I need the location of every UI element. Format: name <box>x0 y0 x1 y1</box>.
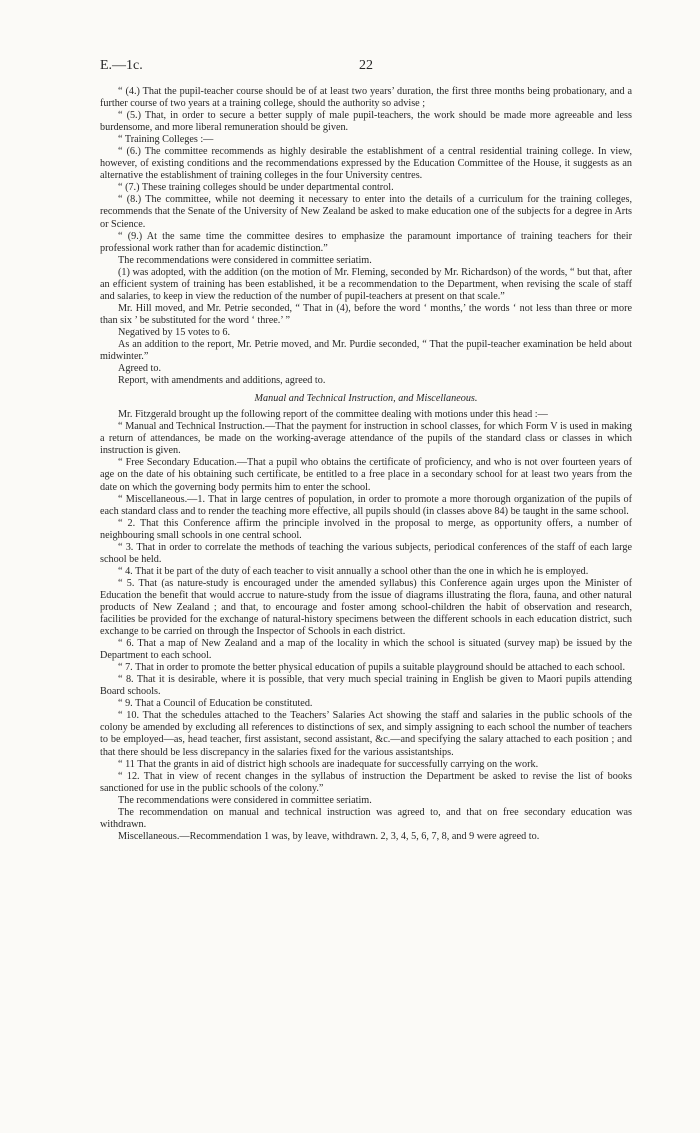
page-number: 22 <box>359 58 373 73</box>
paragraph-hill-motion: Mr. Hill moved, and Mr. Petrie seconded, “ That in (4), before the word ‘ months,’ the words ‘ not less than three or more than six ’ be substituted for the word ‘ three.’ ” <box>100 302 632 326</box>
paragraph-misc-12: “ 12. That in view of recent changes in the syllabus of instruction the Department be asked to revise the list of books sanctioned for use in the public schools of the colony.” <box>100 770 632 794</box>
paragraph-misc-8: “ 8. That it is desirable, where it is possible, that very much special training in English be given to Maori pupils attending Board schools. <box>100 674 632 698</box>
paragraph-recommendation-6: “ (6.) The committee recommends as highly desirable the establishment of a central residential training college. In view, however, of existing conditions and the recommendations expressed by the Education Committee of the House, it suggests as an alternative the establishment of training colleges in the four University centres. <box>100 146 632 182</box>
paragraph-misc-2: “ 2. That this Conference affirm the principle involved in the proposal to merge, as opportunity offers, a number of neighbouring small schools in one central school. <box>100 517 632 541</box>
paragraph-fitzgerald-report: Mr. Fitzgerald brought up the following report of the committee dealing with motions under this head :— <box>118 409 548 421</box>
paragraph-negatived: Negatived by 15 votes to 6. <box>118 326 231 338</box>
paragraph-manual-technical: “ Manual and Technical Instruction.—That the payment for instruction in school classes, for which Form V is used in making a return of attendances, be made on the working-average attendance of the pupils of the standard class or classes in which instruction is given. <box>100 421 632 457</box>
paragraph-misc-7: “ 7. That in order to promote the better physical education of pupils a suitable playground should be attached to each school. <box>118 662 626 674</box>
document-body <box>100 86 632 843</box>
paragraph-agreed: Agreed to. <box>118 363 161 375</box>
section-heading-manual-technical: Manual and Technical Instruction, and Miscellaneous. <box>254 393 478 405</box>
paragraph-considered-seriatim-2: The recommendations were considered in committee seriatim. <box>118 794 372 806</box>
document-reference: E.—1c. <box>100 58 143 73</box>
paragraph-adopted-fleming: (1) was adopted, with the addition (on the motion of Mr. Fleming, seconded by Mr. Richardson) of the words, “ but that, after an efficient system of training has been established, it be a recommendation to the Department, when revising the scale of staff and salaries, to keep in view the reduction of the number of pupil-teachers at present on that scale.” <box>100 266 632 302</box>
paragraph-recommendation-5: “ (5.) That, in order to secure a better supply of male pupil-teachers, the work should be made more agreeable and less burdensome, and more liberal remuneration should be given. <box>100 110 632 134</box>
paragraph-manual-agreed: The recommendation on manual and technical instruction was agreed to, and that on free secondary education was withdrawn. <box>100 806 632 830</box>
paragraph-misc-4: “ 4. That it be part of the duty of each teacher to visit annually a school other than the one in which he is employed. <box>118 565 589 577</box>
paragraph-petrie-motion: As an addition to the report, Mr. Petrie moved, and Mr. Purdie seconded, “ That the pupil-teacher examination be held about midwinter.” <box>100 338 632 363</box>
paragraph-considered-seriatim: The recommendations were considered in committee seriatim. <box>118 254 372 266</box>
subheading-training-colleges: “ Training Colleges :— <box>118 134 214 146</box>
paragraph-misc-1: “ Miscellaneous.—1. That in large centres of population, in order to promote a more thorough organization of the pupils of each standard class and to render the teaching more effective, all pupils should (in classes above 84) be taught in the same school. <box>100 493 632 517</box>
paragraph-recommendation-4: “ (4.) That the pupil-teacher course should be of at least two years’ duration, the first three months being probationary, and a further course of two years at a training college, should the authority so advise ; <box>100 86 632 110</box>
paragraph-misc-6: “ 6. That a map of New Zealand and a map of the locality in which the school is situated (survey map) be issued by the Department to each school. <box>100 638 632 662</box>
paragraph-free-secondary: “ Free Secondary Education.—That a pupil who obtains the certificate of proficiency, and who is not over fourteen years of age on the date of his obtaining such certificate, be entitled to a free place in a secondary school for at least two years from the date on which the governing body permits him to enter the school. <box>100 457 632 493</box>
paragraph-misc-5: “ 5. That (as nature-study is encouraged under the amended syllabus) this Conference again urges upon the Minister of Education the benefit that would accrue to nature-study from the issue of diagrams illustrating the flora, fauna, and other natural products of New Zealand ; and that, to encourage and foster among school-children the habit of observation and research, facilities be provided for the exchange of natural-history specimens between the different schools in each education district, such exchange to be carried on through the Inspector of Schools in each district. <box>100 577 632 638</box>
paragraph-misc-3: “ 3. That in order to correlate the methods of teaching the various subjects, periodical conferences of the staff of each large school be held. <box>100 541 632 565</box>
page-header <box>100 58 632 78</box>
paragraph-recommendation-8: “ (8.) The committee, while not deeming it necessary to enter into the details of a curriculum for the training colleges, recommends that the Senate of the University of New Zealand be asked to make education one of the subjects for a degree in Arts or Science. <box>100 194 632 230</box>
paragraph-misc-11: “ 11 That the grants in aid of district high schools are inadequate for successfully carrying on the work. <box>118 758 539 770</box>
paragraph-recommendation-9: “ (9.) At the same time the committee desires to emphasize the paramount importance of training teachers for their professional work rather than for academic distinction.” <box>100 230 632 254</box>
paragraph-recommendation-7: “ (7.) These training colleges should be under departmental control. <box>118 182 394 194</box>
paragraph-misc-outcome: Miscellaneous.—Recommendation 1 was, by leave, withdrawn. 2, 3, 4, 5, 6, 7, 8, and 9 were agreed to. <box>118 830 540 842</box>
paragraph-report-agreed: Report, with amendments and additions, agreed to. <box>118 375 326 387</box>
paragraph-misc-10: “ 10. That the schedules attached to the Teachers’ Salaries Act showing the staff and salaries in the public schools of the colony be amended by excluding all references to distinctions of sex, and simply assigning to each school the number of teachers to be employed—as, head teacher, first assistant, second assistant, &c.—and specifying the salary attached to each position ; and that there should be less discrepancy in the salaries fixed for the various assistantships. <box>100 710 632 758</box>
paragraph-misc-9: “ 9. That a Council of Education be constituted. <box>118 698 313 710</box>
